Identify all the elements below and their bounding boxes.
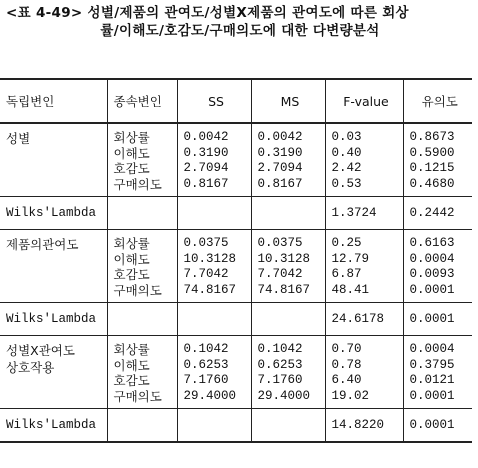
ms-value: 0.1042 xyxy=(257,342,303,356)
f-value: 0.78 xyxy=(331,357,362,372)
wilks-lambda-row xyxy=(0,197,472,230)
table-group-row xyxy=(0,123,472,197)
ms-value: 0.3190 xyxy=(257,145,303,160)
dependent-label: 호감도 xyxy=(113,373,150,388)
p-cell xyxy=(403,123,472,197)
ms-value: 0.0375 xyxy=(257,236,303,250)
f-value: 2.42 xyxy=(331,161,362,175)
wilks-f-value: 24.6178 xyxy=(325,303,403,336)
empty-cell xyxy=(251,409,325,443)
dependent-cell xyxy=(107,336,177,409)
wilks-lambda-row xyxy=(0,409,472,443)
dependent-label: 구매의도 xyxy=(113,388,162,404)
p-value: 0.0004 xyxy=(409,251,455,266)
wilks-label: Wilks'Lambda xyxy=(0,409,107,443)
dependent-cell xyxy=(107,123,177,197)
ms-value: 0.6253 xyxy=(257,357,303,372)
header-source: 독립변인 xyxy=(0,79,107,123)
p-value: 0.4680 xyxy=(409,176,455,191)
dependent-label: 구매의도 xyxy=(113,176,162,192)
wilks-label: Wilks'Lambda xyxy=(0,303,107,336)
ss-value: 10.3128 xyxy=(183,251,237,266)
empty-cell xyxy=(107,197,177,230)
empty-cell xyxy=(177,303,251,336)
dependent-label: 이해도 xyxy=(113,357,150,373)
f-value: 0.40 xyxy=(331,145,362,160)
ms-value: 74.8167 xyxy=(257,282,311,297)
table-caption xyxy=(6,4,474,40)
p-value: 0.6163 xyxy=(409,236,455,250)
ss-value: 0.0042 xyxy=(183,130,229,144)
wilks-label: Wilks'Lambda xyxy=(0,197,107,230)
p-cell xyxy=(403,336,472,409)
p-cell xyxy=(403,230,472,303)
ms-value: 0.8167 xyxy=(257,176,303,191)
wilks-f-value: 1.3724 xyxy=(325,197,403,230)
empty-cell xyxy=(107,409,177,443)
table-group-row xyxy=(0,230,472,303)
ss-value: 7.1760 xyxy=(183,373,229,387)
wilks-significance: 0.0001 xyxy=(403,409,472,443)
ss-cell xyxy=(177,230,251,303)
f-cell xyxy=(325,123,403,197)
dependent-label: 호감도 xyxy=(113,267,150,282)
p-value: 0.3795 xyxy=(409,357,455,372)
ss-cell xyxy=(177,123,251,197)
wilks-significance: 0.0001 xyxy=(403,303,472,336)
header-f-value: F-value xyxy=(325,79,403,123)
ss-value: 0.0375 xyxy=(183,236,229,250)
manova-table xyxy=(0,78,472,443)
ss-value: 74.8167 xyxy=(183,282,237,297)
empty-cell xyxy=(107,303,177,336)
p-value: 0.0001 xyxy=(409,388,455,403)
p-value: 0.0093 xyxy=(409,267,455,281)
ss-value: 7.7042 xyxy=(183,267,229,281)
source-label: 상호작용 xyxy=(6,360,55,375)
ss-value: 0.6253 xyxy=(183,357,229,372)
dependent-label: 구매의도 xyxy=(113,282,162,298)
source-cell xyxy=(0,123,107,197)
source-cell xyxy=(0,230,107,303)
p-value: 0.0001 xyxy=(409,282,455,297)
f-value: 0.70 xyxy=(331,342,362,356)
p-value: 0.0121 xyxy=(409,373,455,387)
p-value: 0.5900 xyxy=(409,145,455,160)
dependent-label: 회상률 xyxy=(113,130,150,145)
source-label: 성별 xyxy=(6,131,31,146)
source-label: 제품의관여도 xyxy=(6,237,79,252)
wilks-f-value: 14.8220 xyxy=(325,409,403,443)
p-value: 0.0004 xyxy=(409,342,455,356)
wilks-significance: 0.2442 xyxy=(403,197,472,230)
ms-cell xyxy=(251,336,325,409)
ss-value: 0.3190 xyxy=(183,145,229,160)
f-cell xyxy=(325,230,403,303)
ss-value: 2.7094 xyxy=(183,161,229,175)
ms-cell xyxy=(251,230,325,303)
caption-line-1: <표 4-49> 성별/제품의 관여도/성별X제품의 관여도에 따른 회상 xyxy=(6,5,409,21)
header-ms: MS xyxy=(251,79,325,123)
p-value: 0.8673 xyxy=(409,130,455,144)
dependent-label: 이해도 xyxy=(113,251,150,267)
ss-value: 29.4000 xyxy=(183,388,237,403)
source-cell xyxy=(0,336,107,409)
ms-value: 7.7042 xyxy=(257,267,303,281)
ms-value: 7.1760 xyxy=(257,373,303,387)
header-ss: SS xyxy=(177,79,251,123)
ss-cell xyxy=(177,336,251,409)
empty-cell xyxy=(251,197,325,230)
f-value: 0.53 xyxy=(331,176,362,191)
dependent-label: 호감도 xyxy=(113,161,150,176)
p-value: 0.1215 xyxy=(409,161,455,175)
wilks-lambda-row xyxy=(0,303,472,336)
ms-value: 29.4000 xyxy=(257,388,311,403)
f-value: 0.25 xyxy=(331,236,362,250)
header-significance: 유의도 xyxy=(403,79,472,123)
ms-value: 2.7094 xyxy=(257,161,303,175)
empty-cell xyxy=(177,409,251,443)
source-label: 성별X관여도 xyxy=(6,343,75,358)
caption-line-2: 률/이해도/호감도/구매의도에 대한 다변량분석 xyxy=(100,23,380,39)
f-cell xyxy=(325,336,403,409)
f-value: 6.40 xyxy=(331,373,362,387)
dependent-label: 회상률 xyxy=(113,342,150,357)
dependent-label: 회상률 xyxy=(113,236,150,251)
f-value: 12.79 xyxy=(331,251,370,266)
empty-cell xyxy=(177,197,251,230)
ms-cell xyxy=(251,123,325,197)
dependent-cell xyxy=(107,230,177,303)
empty-cell xyxy=(251,303,325,336)
f-value: 0.03 xyxy=(331,130,362,144)
ms-value: 10.3128 xyxy=(257,251,311,266)
ss-value: 0.1042 xyxy=(183,342,229,356)
header-row xyxy=(0,79,472,123)
ss-value: 0.8167 xyxy=(183,176,229,191)
dependent-label: 이해도 xyxy=(113,145,150,161)
f-value: 6.87 xyxy=(331,267,362,281)
table-group-row xyxy=(0,336,472,409)
ms-value: 0.0042 xyxy=(257,130,303,144)
f-value: 48.41 xyxy=(331,282,370,297)
header-dependent: 종속변인 xyxy=(107,79,177,123)
f-value: 19.02 xyxy=(331,388,370,403)
